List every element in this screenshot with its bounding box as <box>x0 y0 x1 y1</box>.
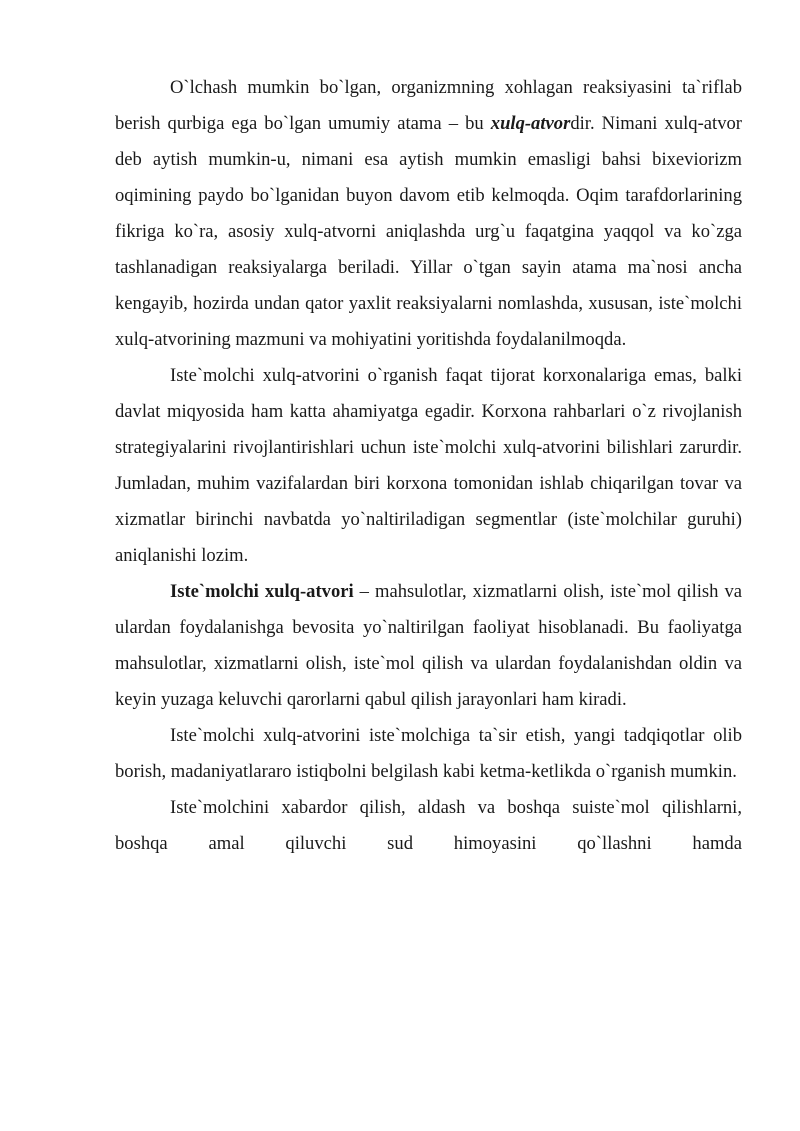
paragraph-text: Iste`molchi xulq-atvorini o`rganish faqat tijorat korxonalariga emas, balki davlat miqyosida ham katta ahamiyatga egadir. Korxona rahbarlari o`z rivojlanish strategiyalarini rivojlantirishlari uchun iste`molchi xulq-atvorini bilishlari zarurdir. Jumladan, muhim vazifalardan biri korxona tomonidan ishlab chiqarilgan tovar va xizmatlar birinchi navbatda yo`naltiriladigan segmentlar (iste`molchilar guruhi) aniqlanishi lozim. <box>115 365 742 566</box>
document-page <box>115 70 742 862</box>
key-term-istemolchi-xulq-atvori: Iste`molchi xulq-atvori <box>170 581 354 602</box>
paragraph-consumer-study <box>115 358 742 574</box>
paragraph-text: dir. Nimani xulq-atvor deb aytish mumkin-u, nimani esa aytish mumkin emasligi bahsi bixeviorizm oqimining paydo bo`lganidan buyon davom etib kelmoqda. Oqim tarafdorlarining fikriga ko`ra, asosiy xulq-atvorni aniqlashda urg`u faqatgina yaqqol va ko`zga tashlanadigan reaksiyalarga beriladi. Yillar o`tgan sayin atama ma`nosi ancha kengayib, hozirda undan qator yaxlit reaksiyalarni nomlashda, xususan, iste`molchi xulq-atvorining mazmuni va mohiyatini yoritishda foydalanilmoqda. <box>115 113 742 350</box>
paragraph-text: Iste`molchi xulq-atvorini iste`molchiga ta`sir etish, yangi tadqiqotlar olib borish, madaniyatlararo istiqbolni belgilash kabi ketma-ketlikda o`rganish mumkin. <box>115 725 742 782</box>
paragraph-study-sequence <box>115 718 742 790</box>
paragraph-text: – mahsulotlar, xizmatlarni olish, iste`mol qilish va ulardan foydalanishga bevosita yo`naltirilgan faoliyat hisoblanadi. Bu faoliyatga mahsulotlar, xizmatlarni olish, iste`mol qilish va ulardan foydalanishdan oldin va keyin yuzaga keluvchi qarorlarni qabul qilish jarayonlari ham kiradi. <box>115 581 742 710</box>
paragraph-text: Iste`molchini xabardor qilish, aldash va boshqa suiste`mol qilishlarni, boshqa amal qiluvchi sud himoyasini qo`llashni hamda <box>115 797 742 854</box>
paragraph-consumer-protection <box>115 790 742 862</box>
paragraph-consumer-behavior-definition <box>115 574 742 718</box>
paragraph-behavior-definition <box>115 70 742 358</box>
key-term-xulq-atvor: xulq-atvor <box>490 113 571 134</box>
paragraph-text: O`lchash mumkin bo`lgan, organizmning xohlagan reaksiyasini ta`riflab berish qurbiga ega bo`lgan umumiy atama – bu <box>115 77 742 134</box>
